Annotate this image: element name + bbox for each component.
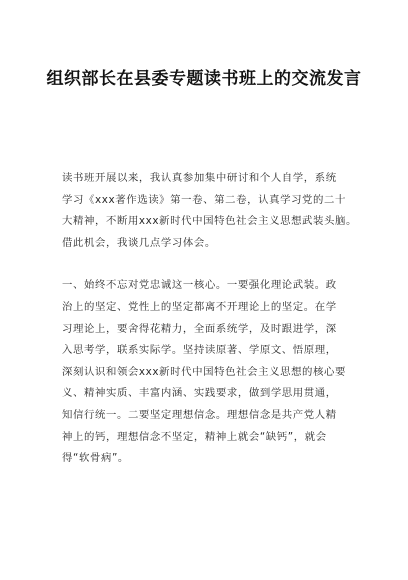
paragraph-line: 一、始终不忘对党忠诚这一核心。一要强化理论武装。政 <box>62 279 337 292</box>
paragraph-line: 学习《xxx著作选读》第一卷、第二卷，认真学习党的二十 <box>62 193 347 206</box>
paragraph-line: 入思考学，联系实际学。坚持读原著、学原文、悟原理， <box>62 344 337 357</box>
paragraph-section-one <box>62 275 352 469</box>
paragraph-line: 知信行统一。二要坚定理想信念。理想信念是共产党人精 <box>62 408 337 421</box>
paragraph-line: 神上的钙，理想信念不坚定，精神上就会“缺钙”，就会 <box>62 430 327 443</box>
paragraph-line: 治上的坚定、党性上的坚定都离不开理论上的坚定。在学 <box>62 300 337 313</box>
paragraph-line: 得“软骨病”。 <box>62 452 129 465</box>
document-body <box>62 168 358 470</box>
paragraph-line: 借此机会，我谈几点学习体会。 <box>62 236 216 249</box>
paragraph-line: 深刻认识和领会xxx新时代中国特色社会主义思想的核心要 <box>62 365 347 378</box>
paragraph-line: 读书班开展以来，我认真参加集中研讨和个人自学，系统 <box>62 172 337 184</box>
paragraph-line: 习理论上，要舍得花精力，全面系统学，及时跟进学，深 <box>62 322 337 335</box>
document-title: 组织部长在县委专题读书班上的交流发言 <box>46 69 362 89</box>
paragraph-line: 大精神，不断用xxx新时代中国特色社会主义思想武装头脑。 <box>62 215 358 228</box>
paragraph-intro <box>62 168 358 254</box>
paragraph-line: 义、精神实质、丰富内涵、实践要求，做到学思用贯通， <box>62 387 337 400</box>
